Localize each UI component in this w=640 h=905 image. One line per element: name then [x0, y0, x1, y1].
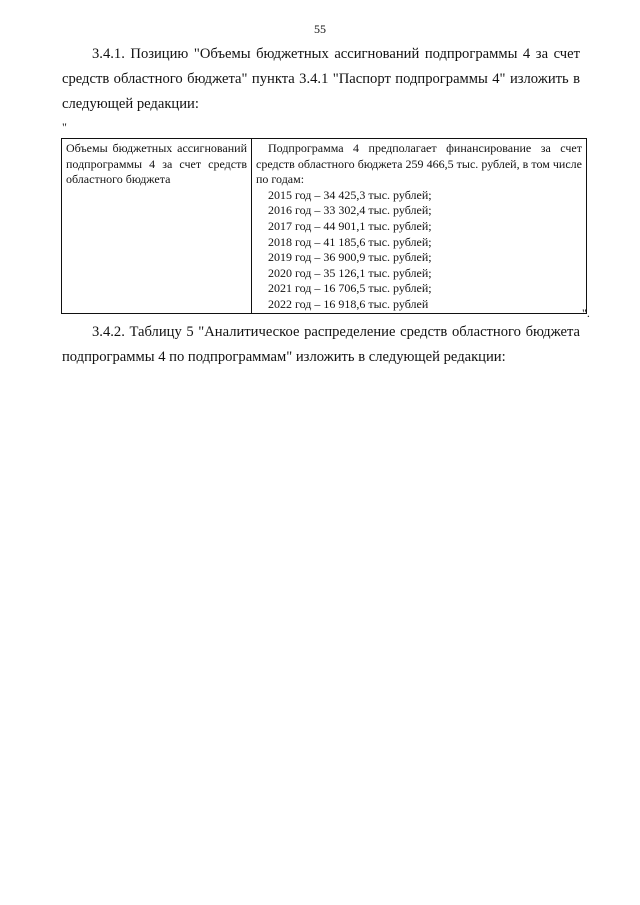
year-line-2017: 2017 год – 44 901,1 тыс. рублей; — [268, 218, 432, 233]
year-line-2022: 2022 год – 16 918,6 тыс. рублей — [268, 296, 429, 311]
financing-intro: Подпрограмма 4 предполагает финансирование за счет средств областного бюджета 259 466,5 тыс. рублей, в том числе по годам: — [256, 141, 582, 187]
year-line-2020: 2020 год – 35 126,1 тыс. рублей; — [268, 265, 432, 280]
page-number: 55 — [314, 22, 326, 36]
paragraph-3-4-1-text: 3.4.1. Позицию "Объемы бюджетных ассигнований подпрограммы 4 за счет средств областного бюджета" пункта 3.4.1 "Паспорт подпрограммы 4" изложить в следующей редакции: — [62, 46, 580, 112]
table-cell-position-name: Объемы бюджетных ассигнований подпрограммы 4 за счет средств областного бюджета — [62, 139, 252, 314]
year-line-2021: 2021 год – 16 706,5 тыс. рублей; — [268, 281, 432, 296]
paragraph-3-4-2 — [62, 320, 580, 370]
year-line-2016: 2016 год – 33 302,4 тыс. рублей; — [268, 203, 432, 218]
table-row — [62, 139, 587, 314]
opening-quote-mark: " — [62, 120, 67, 134]
year-line-2018: 2018 год – 41 185,6 тыс. рублей; — [268, 234, 432, 249]
paragraph-3-4-2-text: 3.4.2. Таблицу 5 "Аналитическое распределение средств областного бюджета подпрограммы 4 по подпрограммам" изложить в следующей редакции: — [62, 324, 580, 365]
paragraph-3-4-1 — [62, 42, 580, 117]
year-line-2019: 2019 год – 36 900,9 тыс. рублей; — [268, 250, 432, 265]
year-line-2015: 2015 год – 34 425,3 тыс. рублей; — [268, 187, 432, 202]
budget-allocation-table — [61, 138, 587, 314]
closing-quote-mark: ". — [582, 306, 590, 320]
table-cell-financing — [252, 139, 587, 314]
